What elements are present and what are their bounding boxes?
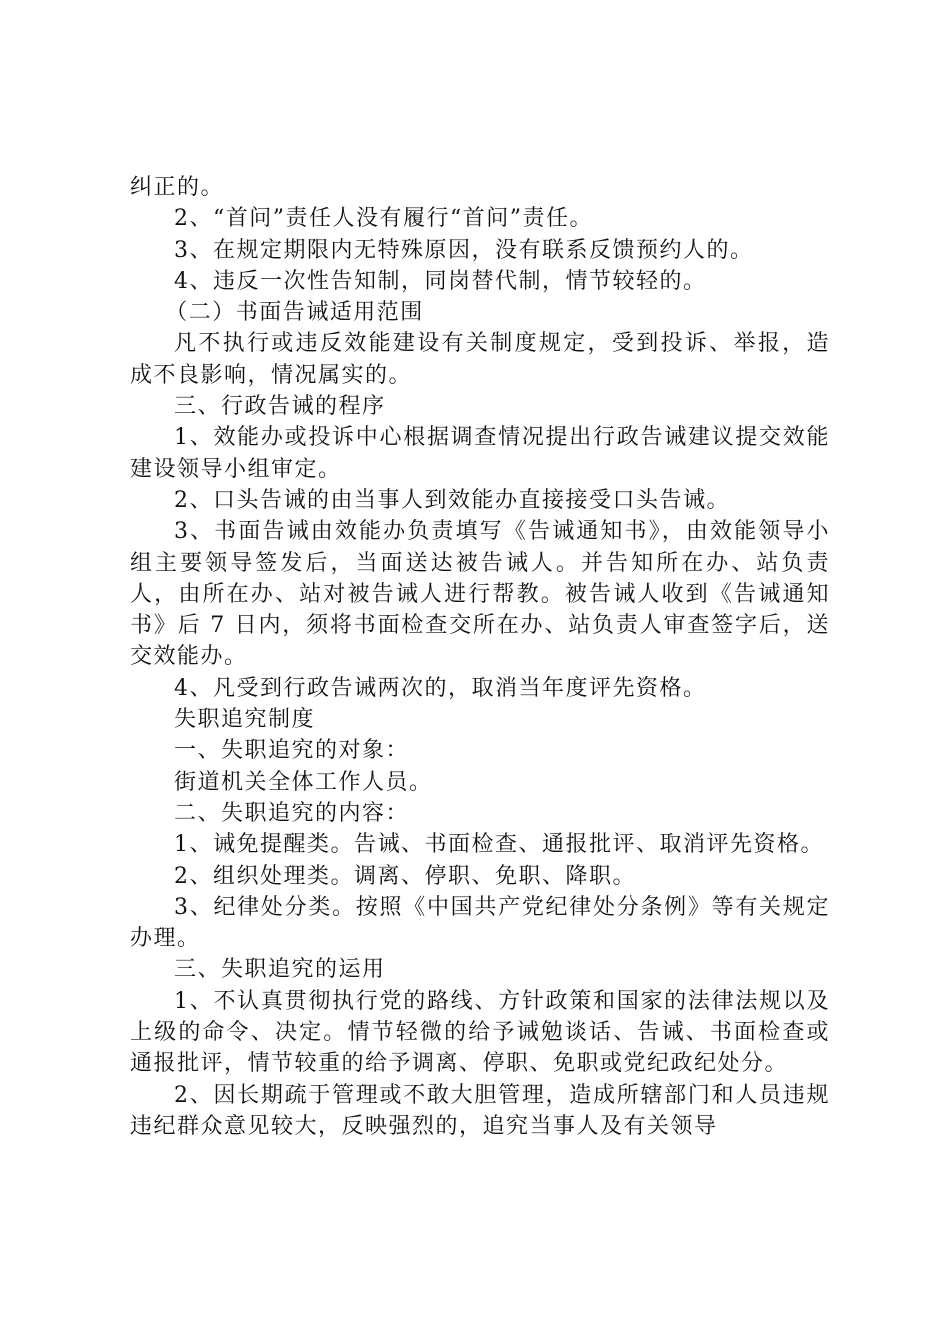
section-heading: （二）书面告诫适用范围 [165,300,424,326]
paragraph: 3、纪律处分类。按照《中国共产党纪律处分条例》等有关规定办理。 [130,894,830,952]
paragraph: 凡不执行或违反效能建设有关制度规定，受到投诉、举报，造成不良影响，情况属实的。 [130,331,830,388]
paragraph: 4、违反一次性告知制，同岗替代制，情节较轻的。 [174,268,707,294]
paragraph: 3、在规定期限内无特殊原因，没有联系反馈预约人的。 [174,237,754,263]
section-heading: 三、行政告诫的程序 [174,394,386,420]
paragraph: 1、诫免提醒类。告诫、书面检查、通报批评、取消评先资格。 [174,832,824,858]
paragraph: 2、因长期疏于管理或不敢大胆管理，造成所辖部门和人员违规违纪群众意见较大，反映强烈的，追究当事人及有关领导 [130,1082,830,1139]
paragraph: 2、“首问”责任人没有履行“首问”责任。 [174,206,593,232]
paragraph: 街道机关全体工作人员。 [174,769,433,795]
section-title: 失职追究制度 [174,707,316,733]
section-heading: 二、失职追究的内容： [174,800,410,826]
section-heading: 三、失职追究的运用 [174,957,386,983]
section-heading: 一、失职追究的对象： [174,738,410,764]
paragraph: 4、凡受到行政告诫两次的，取消当年度评先资格。 [174,675,707,701]
paragraph: 纠正的。 [130,175,225,200]
paragraph: 1、效能办或投诉中心根据调查情况提出行政告诫建议提交效能建设领导小组审定。 [130,425,830,482]
paragraph: 1、不认真贯彻执行党的路线、方针政策和国家的法律法规以及上级的命令、决定。情节轻微的给予诫勉谈话、告诫、书面检查或通报批评，情节较重的给予调离、停职、免职或党纪政纪处分。 [130,988,830,1077]
document-body [130,172,830,1142]
paragraph: 2、口头告诫的由当事人到效能办直接接受口头告诫。 [174,487,730,513]
paragraph: 2、组织处理类。调离、停职、免职、降职。 [174,863,636,889]
paragraph: 3、书面告诫由效能办负责填写《告诫通知书》，由效能领导小组主要领导签发后，当面送达被告诫人。并告知所在办、站负责人，由所在办、站对被告诫人进行帮教。被告诫人收到《告诫通知书》后 7 日内，须将书面检查交所在办、站负责人审查签字后，送交效能办。 [130,519,830,670]
